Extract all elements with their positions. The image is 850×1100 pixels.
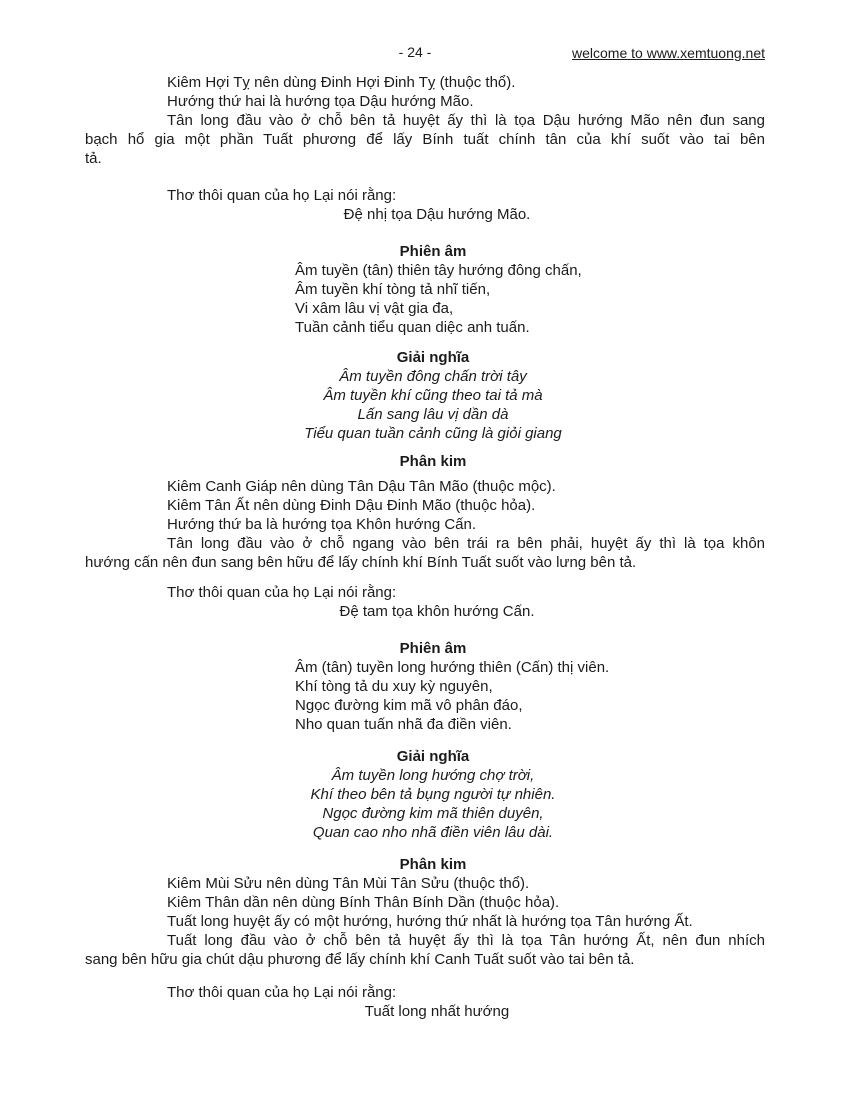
section-heading: Giải nghĩa [396, 349, 470, 366]
quote-title: Tuất long nhất hướng [364, 1003, 510, 1020]
section-quote-1 [85, 186, 765, 224]
section-phien-am-2 [85, 639, 765, 734]
paragraph-line: bạch hổ gia một phần Tuất phương để lấy Bính tuất chính tân của khí suốt vào tai bên [85, 131, 765, 148]
paragraph-line: Tuất long đầu vào ở chỗ bên tả huyệt ấy thì là tọa Tân hướng Ất, nên đun nhích [167, 932, 765, 949]
quote-intro: Thơ thôi quan của họ Lại nói rằng: [167, 187, 397, 204]
verse-line: Khí tòng tả du xuy kỳ nguyên, [295, 678, 493, 695]
section-intro [85, 73, 765, 168]
text-line: Hướng thứ hai là hướng tọa Dậu hướng Mão. [167, 93, 474, 110]
verse-line: Âm tuyền đông chấn trời tây [339, 368, 527, 385]
paragraph-line: hướng cấn nên đun sang bên hữu để lấy chính khí Bính Tuất suốt vào lưng bên tả. [85, 554, 637, 571]
text-line: Kiêm Canh Giáp nên dùng Tân Dậu Tân Mão (thuộc mộc). [167, 478, 556, 495]
verse-line: Tiểu quan tuần cảnh cũng là giỏi giang [304, 425, 562, 442]
text-line: Kiêm Hợi Tỵ nên dùng Đinh Hợi Đinh Tỵ (thuộc thổ). [167, 74, 516, 91]
verse-line: Tuần cảnh tiểu quan diệc anh tuấn. [295, 319, 530, 336]
section-heading: Phân kim [399, 856, 467, 873]
verse-line: Ngọc đường kim mã vô phân đáo, [295, 697, 523, 714]
paragraph-line: sang bên hữu gia chút dậu phương để lấy chính khí Canh Tuất suốt vào tai bên tả. [85, 951, 635, 968]
paragraph-line: Tân long đầu vào ở chỗ ngang vào bên trái ra bên phải, huyệt ấy thì là tọa khôn [167, 535, 765, 552]
text-line: Kiêm Tân Ất nên dùng Đinh Dậu Đinh Mão (thuộc hỏa). [167, 497, 536, 514]
section-heading: Phiên âm [399, 243, 467, 260]
quote-title: Đệ tam tọa khôn hướng Cấn. [339, 603, 535, 620]
verse-line: Vi xâm lâu vị vật gia đa, [295, 300, 454, 317]
document-body [85, 73, 765, 1021]
verse-line: Âm tuyền khí tòng tả nhĩ tiến, [295, 281, 491, 298]
verse-line: Âm (tân) tuyền long hướng thiên (Cấn) thị viên. [295, 659, 610, 676]
verse-line: Nho quan tuấn nhã đa điền viên. [295, 716, 512, 733]
verse-line: Âm tuyền long hướng chợ trời, [331, 767, 535, 784]
quote-intro: Thơ thôi quan của họ Lại nói rằng: [167, 584, 397, 601]
section-heading: Phiên âm [399, 640, 467, 657]
section-quote-3 [85, 983, 765, 1021]
verse-line: Ngọc đường kim mã thiên duyên, [322, 805, 544, 822]
text-line: Tuất long huyệt ấy có một hướng, hướng thứ nhất là hướng tọa Tân hướng Ất. [167, 913, 693, 930]
verse-line: Âm tuyền (tân) thiên tây hướng đông chấn, [295, 262, 582, 279]
quote-intro: Thơ thôi quan của họ Lại nói rằng: [167, 984, 397, 1001]
verse-block [295, 261, 765, 337]
text-line: Hướng thứ ba là hướng tọa Khôn hướng Cấn. [167, 516, 477, 533]
section-phien-am-1 [85, 242, 765, 337]
section-heading: Phân kim [399, 453, 467, 470]
verse-line: Lấn sang lâu vị dần dà [357, 406, 509, 423]
text-line: Kiêm Thân dần nên dùng Bính Thân Bính Dần (thuộc hỏa). [167, 894, 560, 911]
section-giai-nghia-2 [85, 747, 765, 842]
section-quote-2 [85, 583, 765, 621]
section-giai-nghia-1 [85, 348, 765, 443]
section-heading: Giải nghĩa [396, 748, 470, 765]
paragraph-line: Tân long đầu vào ở chỗ bên tả huyệt ấy thì là tọa Dậu hướng Mão nên đun sang [167, 112, 765, 129]
verse-line: Khí theo bên tả bụng người tự nhiên. [310, 786, 556, 803]
text-line: Kiêm Mùi Sửu nên dùng Tân Mùi Tân Sửu (thuộc thổ). [167, 875, 530, 892]
site-link[interactable]: welcome to www.xemtuong.net [572, 45, 765, 61]
section-phan-kim-2 [85, 855, 765, 969]
verse-line: Quan cao nho nhã điền viên lâu dài. [312, 824, 554, 841]
page-number: - 24 - [398, 44, 432, 60]
verse-block [295, 658, 765, 734]
verse-line: Âm tuyền khí cũng theo tai tả mà [323, 387, 543, 404]
quote-title: Đệ nhị tọa Dậu hướng Mão. [343, 206, 531, 223]
paragraph-line: tả. [85, 150, 102, 167]
section-phan-kim-1 [85, 452, 765, 572]
